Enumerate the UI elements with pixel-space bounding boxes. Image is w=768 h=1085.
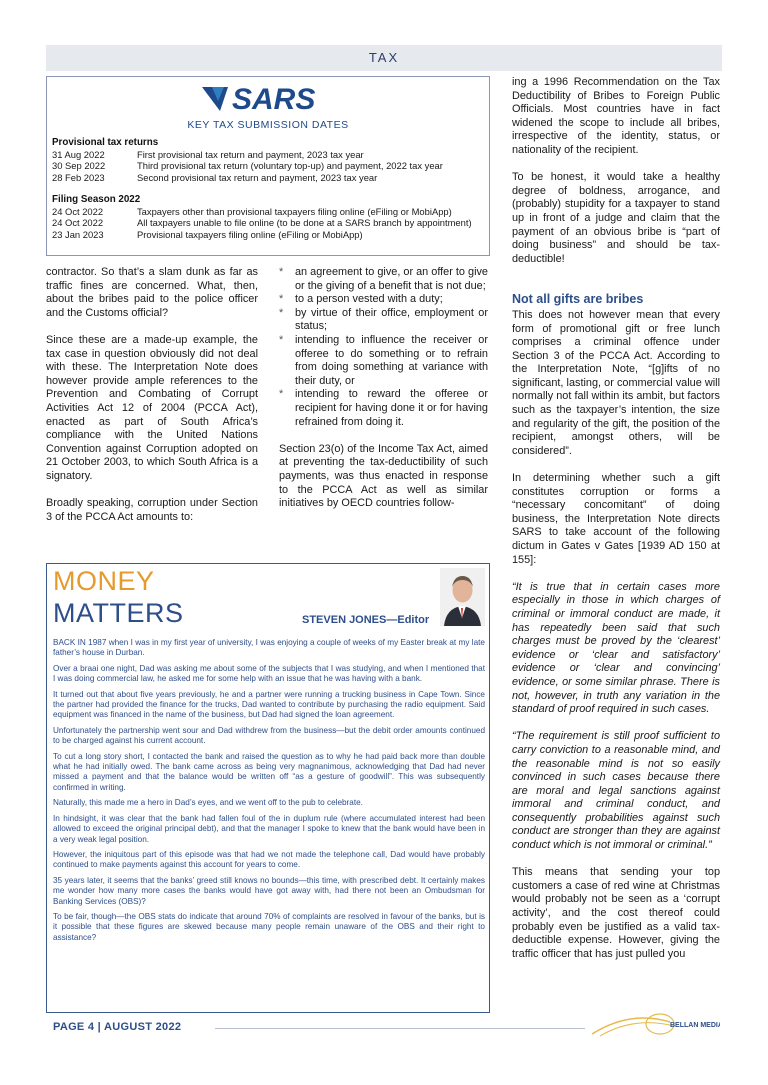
bullet-item: * to a person vested with a duty; (279, 293, 443, 306)
asterisk-icon: * (279, 388, 284, 401)
sars-dates-list (52, 137, 472, 240)
asterisk-icon: * (279, 266, 284, 278)
bullet-item: * by virtue of their office, employment or status; (279, 306, 488, 333)
paragraph: It turned out that about five years previously, he and a partner were running a trucking business in Cape Town. Since the partner had provided the finance for the trucks, Dad wanted to contribute by purchasing the radio equipment. Said equipment was financed in the name of the business, but Dad had signed the loan agreement. (53, 689, 485, 720)
svg-text:BELLAN MEDIA: BELLAN MEDIA (670, 1022, 720, 1029)
date-row: 28 Feb 2023 Second provisional tax return and payment, 2023 tax year (52, 171, 378, 183)
money-matters-text (53, 638, 485, 948)
article-column-1 (46, 266, 258, 538)
paragraph: However, the iniquitous part of this episode was that had we not made the telephone call, Dad would have probably continued to make payments against this account for years to come. (53, 849, 485, 870)
group-heading: Provisional tax returns (52, 137, 159, 148)
paragraph: To be honest, it would take a healthy degree of boldness, arrogance, and (probably) stupidity for a taxpayer to stand up in front of a judge and claim that the payment of an obvious bribe is “part of doing business” and should be tax-deductible! (512, 171, 720, 265)
group-heading: Filing Season 2022 (52, 194, 141, 205)
paragraph: This does not however mean that every form of promotional gift or free lunch comprises a criminal offence under Section 3 of the PCCA Act. According to the Interpretation Note, “[g]ifts of no significant, lasting, or commercial value will normally not fall within its ambit, but factors such as the taxpayer’s intention, the size and regularity of the gift, the position of the recipient, amongst others, will be considered”. (512, 308, 720, 457)
paragraph: BACK IN 1987 when I was in my first year of university, I was enjoying a couple of weeks of my Easter break at my late father’s house in Durban. (53, 638, 485, 658)
money-matters-box (46, 563, 490, 1013)
page-footer: PAGE 4 | AUGUST 2022 (53, 1021, 182, 1033)
bellan-media-logo (590, 1012, 720, 1038)
avatar (440, 568, 485, 626)
money-title: MONEY (53, 566, 155, 596)
date-row: 31 Aug 2022 First provisional tax return and payment, 2023 tax year (52, 148, 364, 160)
paragraph: Section 23(o) of the Income Tax Act, aimed at preventing the tax-deductibility of such payments, was thus enacted in response to the PCCA Act as well as similar initiatives by OECD countries follow- (279, 442, 488, 510)
paragraph: To be fair, though—the OBS stats do indicate that around 70% of complaints are resolved in favour of the banks, but is it possible that these figures are skewed because many people remain unaware of the OBS and their right to assistance? (53, 911, 485, 942)
section-header: TAX (46, 45, 722, 71)
paragraph: ing a 1996 Recommendation on the Tax Deductibility of Bribes to Foreign Public Officials. Most countries have in fact widened the scope to include all bribes, irrespective of the identity, status, or nationality of the recipient. (512, 76, 720, 156)
bullet-item: * intending to reward the offeree or recipient for having done it or for having refrained from doing it. (279, 388, 488, 428)
date-row: 30 Sep 2022 Third provisional tax return (voluntary top-up) and payment, 2022 tax year (52, 160, 443, 171)
quote: “It is true that in certain cases more especially in those in which charges of criminal or immoral conduct are made, it has repeatedly been said that such charges must be proved by the ‘clearest’ evidence or ‘clear and satisfactory’ evidence or ‘clear and convincing’ evidence, or some similar phrase. There is not, however, in truth any variation in the standard of proof required in such cases. (512, 580, 720, 716)
date-row: 24 Oct 2022 Taxpayers other than provisional taxpayers filing online (eFiling or MobiApp) (52, 205, 452, 217)
sars-title: KEY TAX SUBMISSION DATES (187, 119, 349, 131)
date-row: 24 Oct 2022 All taxpayers unable to file online (to be done at a SARS branch by appointment) (52, 217, 472, 228)
svg-text:SARS: SARS (232, 83, 316, 115)
sars-key-dates-box (46, 76, 490, 256)
paragraph: Unfortunately the partnership went sour and Dad withdrew from the business—but the debit order amounts continued to be charged against his current account. (53, 725, 485, 746)
sars-logo (47, 81, 489, 120)
paragraph: Over a braai one night, Dad was asking me about some of the subjects that I was studying, and when I mentioned that I was doing commercial law, he asked me for some help with an issue that he was having with a bank. (53, 663, 485, 684)
subheading: Not all gifts are bribes (512, 292, 644, 307)
date-row: 23 Jan 2023 Provisional taxpayers filing online (eFiling or MobiApp) (52, 228, 363, 240)
paragraph: This means that sending your top customers a case of red wine at Christmas would probably not be seen as a ‘corrupt activity’, and the cost thereof could probably even be justified as a valid tax-deductible expense. However, giving the traffic officer that has just pulled you (512, 866, 720, 960)
asterisk-icon: * (279, 293, 284, 306)
paragraph: In determining whether such a gift constitutes corruption or forms a “necessary concomitant” of doing business, the Interpretation Note directs SARS to take account of the following dictum in Gates v Gates [1939 AD 150 at 155]: (512, 472, 720, 566)
asterisk-icon: * (279, 333, 284, 346)
paragraph: To cut a long story short, I contacted the bank and raised the question as to why he had paid back more than double what he had initially owed. The bank came across as being very magnanimous, acknowledging that Dad had never missed a payment and that the balance would be written off “as a gesture of goodwill”. This was subsequently confirmed in writing. (53, 751, 485, 792)
article-column-2 (279, 266, 488, 524)
paragraph: Broadly speaking, corruption under Section 3 of the PCCA Act amounts to: (46, 497, 258, 523)
paragraph: contractor. So that’s a slam dunk as far as traffic fines are concerned. What, then, about the bribes paid to the police officer and the Customs official? (46, 266, 258, 319)
bullet-item: * intending to influence the receiver or offeree to do something or to refrain from doing something at variance with their duty, or (279, 333, 488, 387)
paragraph: Naturally, this made me a hero in Dad’s eyes, and we went off to the pub to celebrate. (53, 798, 363, 808)
paragraph: In hindsight, it was clear that the bank had fallen foul of the in duplum rule (where accumulated interest had been allowed to exceed the original principal debt), and that the manager I spoke to knew that the bank would have been in a very weak legal position. (53, 813, 485, 844)
paragraph: Since these are a made-up example, the tax case in question obviously did not deal with these. The Interpretation Note does however provide ample references to the Prevention and Combating of Corrupt Activities Act 12 of 2004 (PCCA Act), enacted as part of South Africa’s compliance with the United Nations Convention against Corruption adopted on 21 October 2003, to which South Africa is a signatory. (46, 333, 258, 482)
matters-title: MATTERS (53, 598, 184, 628)
asterisk-icon: * (279, 306, 284, 319)
bullet-item: * an agreement to give, or an offer to give or the giving of a benefit that is not due; (279, 266, 488, 292)
article-column-3 (512, 76, 720, 975)
paragraph: 35 years later, it seems that the banks’ greed still knows no bounds—this time, with prescribed debt. It certainly makes me wonder how many more cases the banks would have got away with, had there not been an Ombudsman for Banking Services (OBS)? (53, 875, 485, 906)
quote: “The requirement is still proof sufficient to carry conviction to a reasonable mind, and the reasonable mind is not so easily convinced in such cases because there are moral and legal sanctions against immoral and criminal conduct, and consequently probabilities against such conduct are stronger than they are against conduct which is not immoral or criminal.” (512, 730, 720, 852)
editor-byline: STEVEN JONES—Editor (302, 614, 430, 626)
footer-divider (215, 1028, 585, 1029)
